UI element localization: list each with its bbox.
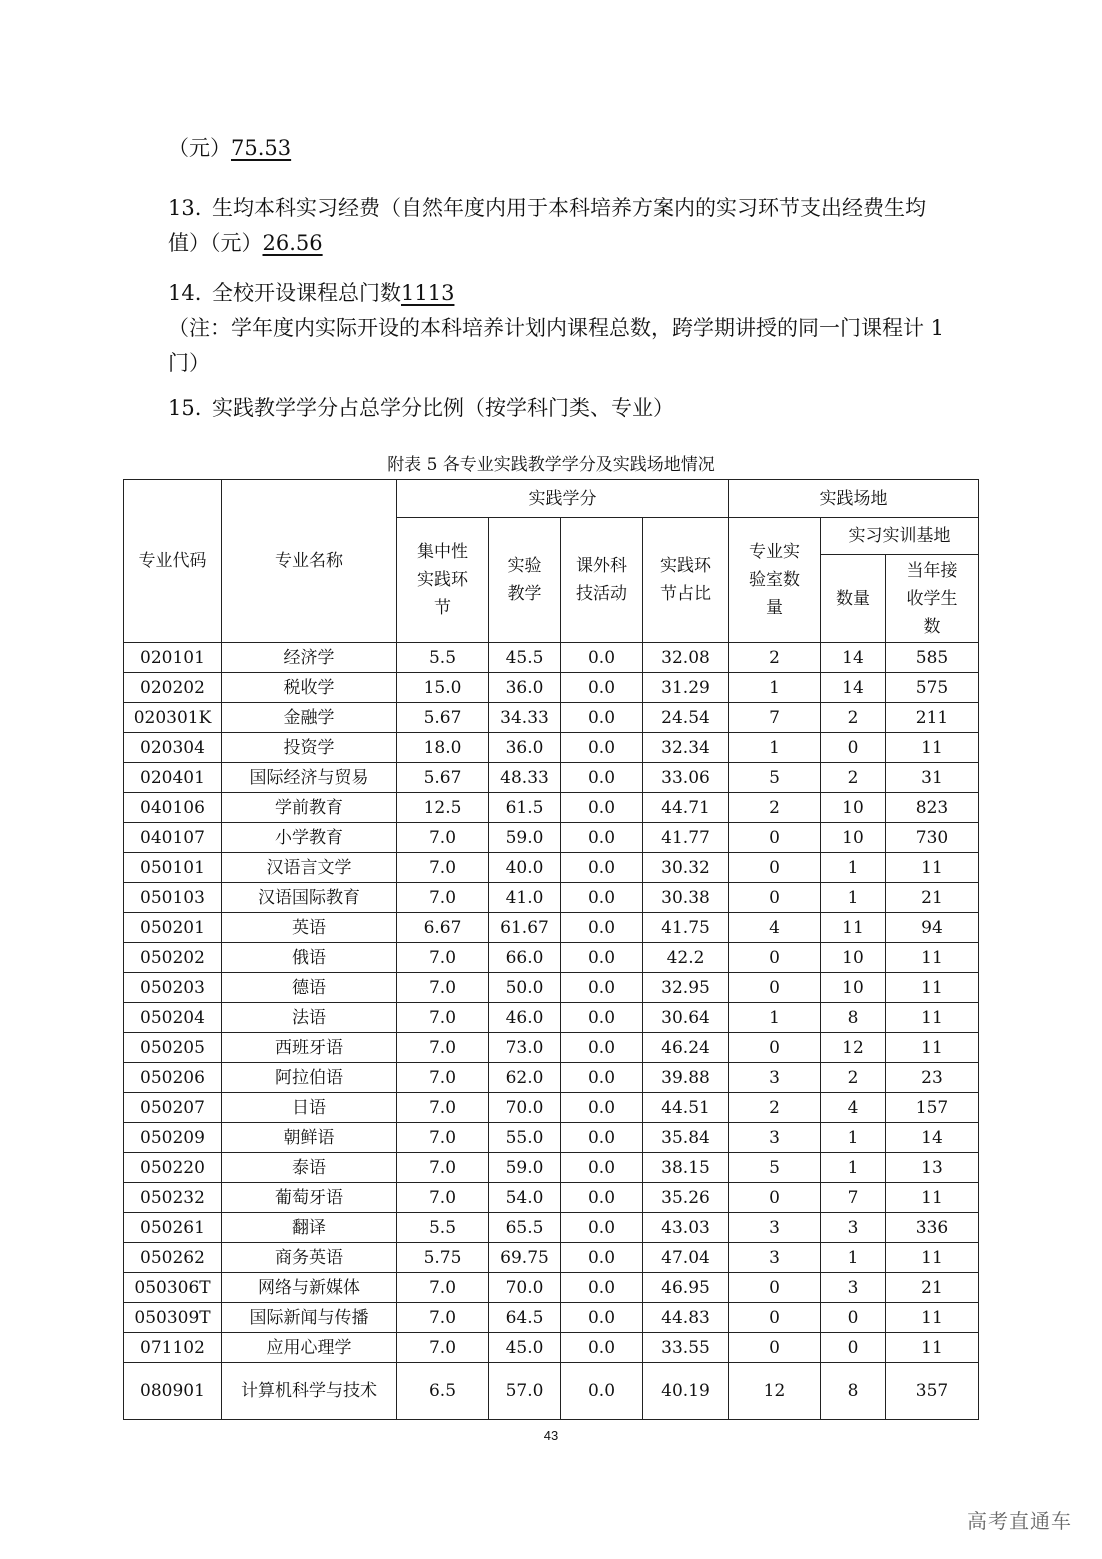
cell-concentrated: 7.0 — [397, 1153, 489, 1183]
cell-name: 小学教育 — [222, 823, 397, 853]
item-13-number: 13. — [168, 196, 202, 220]
cell-base-count: 2 — [821, 763, 886, 793]
cell-code: 050261 — [124, 1213, 222, 1243]
item-14-value: 1113 — [401, 281, 455, 305]
cell-experiment: 70.0 — [489, 1093, 561, 1123]
cell-ratio: 41.77 — [643, 823, 729, 853]
cell-experiment: 64.5 — [489, 1303, 561, 1333]
cell-base-count: 8 — [821, 1363, 886, 1420]
cell-ratio: 24.54 — [643, 703, 729, 733]
header-ratio-text: 实践环节占比 — [660, 556, 711, 604]
cell-ratio: 41.75 — [643, 913, 729, 943]
cell-labs: 0 — [729, 1033, 821, 1063]
cell-name: 投资学 — [222, 733, 397, 763]
cell-base-count: 10 — [821, 943, 886, 973]
cell-labs: 2 — [729, 793, 821, 823]
cell-students: 575 — [886, 673, 979, 703]
cell-concentrated: 7.0 — [397, 1063, 489, 1093]
cell-base-count: 14 — [821, 673, 886, 703]
cell-code: 020401 — [124, 763, 222, 793]
table-row — [124, 1333, 979, 1363]
cell-ratio: 30.64 — [643, 1003, 729, 1033]
header-labs — [729, 518, 821, 643]
cell-concentrated: 7.0 — [397, 1303, 489, 1333]
cell-extracurricular: 0.0 — [561, 1183, 643, 1213]
table-row — [124, 973, 979, 1003]
cell-ratio: 44.71 — [643, 793, 729, 823]
cell-base-count: 10 — [821, 823, 886, 853]
cell-ratio: 40.19 — [643, 1363, 729, 1420]
cell-code: 050232 — [124, 1183, 222, 1213]
cell-code: 050205 — [124, 1033, 222, 1063]
cell-code: 050207 — [124, 1093, 222, 1123]
cell-experiment: 54.0 — [489, 1183, 561, 1213]
header-concentrated — [397, 518, 489, 643]
cell-students: 585 — [886, 643, 979, 673]
cell-experiment: 61.67 — [489, 913, 561, 943]
table-row — [124, 1123, 979, 1153]
cell-students: 21 — [886, 883, 979, 913]
cell-extracurricular: 0.0 — [561, 1033, 643, 1063]
cell-concentrated: 6.67 — [397, 913, 489, 943]
cell-concentrated: 7.0 — [397, 1033, 489, 1063]
cell-name: 国际经济与贸易 — [222, 763, 397, 793]
item-14-note: （注：学年度内实际开设的本科培养计划内课程总数，跨学期讲授的同一门课程计 1 门） — [168, 316, 945, 375]
cell-name: 国际新闻与传播 — [222, 1303, 397, 1333]
table-row — [124, 643, 979, 673]
header-base-count: 数量 — [821, 555, 886, 643]
cell-ratio: 46.24 — [643, 1033, 729, 1063]
cell-extracurricular: 0.0 — [561, 1363, 643, 1420]
cell-base-count: 10 — [821, 973, 886, 1003]
cell-extracurricular: 0.0 — [561, 853, 643, 883]
cell-concentrated: 7.0 — [397, 853, 489, 883]
cell-code: 050203 — [124, 973, 222, 1003]
cell-code: 040107 — [124, 823, 222, 853]
page-number: 43 — [543, 1428, 559, 1443]
cell-code: 020202 — [124, 673, 222, 703]
cell-labs: 1 — [729, 733, 821, 763]
cell-base-count: 1 — [821, 1123, 886, 1153]
cell-name: 俄语 — [222, 943, 397, 973]
cell-students: 11 — [886, 1033, 979, 1063]
cell-name: 经济学 — [222, 643, 397, 673]
header-extracurricular-text: 课外科技活动 — [576, 556, 627, 604]
table-row — [124, 943, 979, 973]
cell-extracurricular: 0.0 — [561, 673, 643, 703]
item-15-number: 15. — [168, 396, 202, 420]
cell-students: 11 — [886, 1183, 979, 1213]
cell-ratio: 32.34 — [643, 733, 729, 763]
cell-name: 法语 — [222, 1003, 397, 1033]
cell-code: 040106 — [124, 793, 222, 823]
cell-ratio: 44.51 — [643, 1093, 729, 1123]
cell-experiment: 66.0 — [489, 943, 561, 973]
cell-experiment: 69.75 — [489, 1243, 561, 1273]
cell-students: 11 — [886, 1303, 979, 1333]
cell-labs: 3 — [729, 1123, 821, 1153]
cell-students: 21 — [886, 1273, 979, 1303]
cell-experiment: 50.0 — [489, 973, 561, 1003]
table-row — [124, 1273, 979, 1303]
cell-name: 网络与新媒体 — [222, 1273, 397, 1303]
cell-extracurricular: 0.0 — [561, 1213, 643, 1243]
cell-students: 14 — [886, 1123, 979, 1153]
cell-base-count: 1 — [821, 883, 886, 913]
cell-extracurricular: 0.0 — [561, 913, 643, 943]
cell-experiment: 55.0 — [489, 1123, 561, 1153]
cell-ratio: 30.38 — [643, 883, 729, 913]
cell-name: 阿拉伯语 — [222, 1063, 397, 1093]
cell-extracurricular: 0.0 — [561, 883, 643, 913]
cell-students: 23 — [886, 1063, 979, 1093]
cell-labs: 2 — [729, 1093, 821, 1123]
cell-code: 050201 — [124, 913, 222, 943]
cell-concentrated: 7.0 — [397, 1333, 489, 1363]
item-14-text: 全校开设课程总门数 — [212, 281, 401, 305]
cell-ratio: 39.88 — [643, 1063, 729, 1093]
cell-concentrated: 7.0 — [397, 1123, 489, 1153]
cell-name: 泰语 — [222, 1153, 397, 1183]
cell-name: 金融学 — [222, 703, 397, 733]
cell-experiment: 46.0 — [489, 1003, 561, 1033]
cell-experiment: 36.0 — [489, 673, 561, 703]
cell-labs: 0 — [729, 823, 821, 853]
cell-experiment: 36.0 — [489, 733, 561, 763]
cell-extracurricular: 0.0 — [561, 973, 643, 1003]
cell-labs: 12 — [729, 1363, 821, 1420]
cell-base-count: 7 — [821, 1183, 886, 1213]
cell-ratio: 44.83 — [643, 1303, 729, 1333]
cell-students: 11 — [886, 1243, 979, 1273]
cell-labs: 4 — [729, 913, 821, 943]
cell-experiment: 62.0 — [489, 1063, 561, 1093]
cell-extracurricular: 0.0 — [561, 823, 643, 853]
header-concentrated-text: 集中性实践环节 — [417, 542, 468, 618]
item-13-text: 生均本科实习经费（自然年度内用于本科培养方案内的实习环节支出经费生均值）（元） — [168, 196, 926, 255]
table-row — [124, 673, 979, 703]
item-13-value: 26.56 — [262, 231, 323, 255]
cell-base-count: 2 — [821, 703, 886, 733]
cell-labs: 5 — [729, 1153, 821, 1183]
cell-labs: 5 — [729, 763, 821, 793]
header-students — [886, 555, 979, 643]
cell-code: 020301K — [124, 703, 222, 733]
cell-name: 日语 — [222, 1093, 397, 1123]
cell-code: 080901 — [124, 1363, 222, 1420]
cell-students: 730 — [886, 823, 979, 853]
cell-experiment: 59.0 — [489, 823, 561, 853]
cell-experiment: 59.0 — [489, 1153, 561, 1183]
cell-ratio: 43.03 — [643, 1213, 729, 1243]
cell-concentrated: 18.0 — [397, 733, 489, 763]
cell-base-count: 0 — [821, 1333, 886, 1363]
cell-ratio: 32.08 — [643, 643, 729, 673]
cell-ratio: 47.04 — [643, 1243, 729, 1273]
cell-concentrated: 7.0 — [397, 1003, 489, 1033]
cell-name: 西班牙语 — [222, 1033, 397, 1063]
cell-ratio: 31.29 — [643, 673, 729, 703]
cell-extracurricular: 0.0 — [561, 733, 643, 763]
watermark: 高考直通车 — [967, 1509, 1072, 1533]
cell-students: 11 — [886, 1003, 979, 1033]
cell-labs: 7 — [729, 703, 821, 733]
cell-base-count: 12 — [821, 1033, 886, 1063]
table-row — [124, 1213, 979, 1243]
table-row — [124, 823, 979, 853]
cell-labs: 0 — [729, 853, 821, 883]
cell-students: 823 — [886, 793, 979, 823]
cell-base-count: 3 — [821, 1273, 886, 1303]
table-row — [124, 1003, 979, 1033]
cell-extracurricular: 0.0 — [561, 1333, 643, 1363]
cell-name: 汉语言文学 — [222, 853, 397, 883]
cell-code: 050209 — [124, 1123, 222, 1153]
cell-experiment: 45.0 — [489, 1333, 561, 1363]
cell-ratio: 35.26 — [643, 1183, 729, 1213]
cell-concentrated: 7.0 — [397, 1183, 489, 1213]
cell-ratio: 35.84 — [643, 1123, 729, 1153]
table-row — [124, 1033, 979, 1063]
table-row — [124, 1063, 979, 1093]
table-row — [124, 703, 979, 733]
cell-experiment: 40.0 — [489, 853, 561, 883]
cell-code: 020304 — [124, 733, 222, 763]
cell-concentrated: 12.5 — [397, 793, 489, 823]
cell-concentrated: 15.0 — [397, 673, 489, 703]
cell-code: 050202 — [124, 943, 222, 973]
table-row — [124, 1093, 979, 1123]
cell-labs: 0 — [729, 1333, 821, 1363]
cell-name: 学前教育 — [222, 793, 397, 823]
cell-name: 商务英语 — [222, 1243, 397, 1273]
cell-code: 050206 — [124, 1063, 222, 1093]
cell-labs: 0 — [729, 1273, 821, 1303]
cell-students: 94 — [886, 913, 979, 943]
cell-labs: 0 — [729, 943, 821, 973]
cell-concentrated: 7.0 — [397, 1093, 489, 1123]
top-line-prefix: （元） — [168, 136, 231, 160]
header-labs-text: 专业实验室数量 — [749, 542, 800, 618]
cell-extracurricular: 0.0 — [561, 1153, 643, 1183]
cell-code: 050220 — [124, 1153, 222, 1183]
cell-labs: 1 — [729, 1003, 821, 1033]
cell-name: 朝鲜语 — [222, 1123, 397, 1153]
cell-students: 336 — [886, 1213, 979, 1243]
table-row — [124, 913, 979, 943]
header-sites-group: 实践场地 — [729, 480, 979, 518]
cell-extracurricular: 0.0 — [561, 793, 643, 823]
cell-concentrated: 5.67 — [397, 763, 489, 793]
cell-labs: 0 — [729, 1183, 821, 1213]
item-14-number: 14. — [168, 281, 202, 305]
header-code: 专业代码 — [124, 480, 222, 643]
table-row — [124, 1303, 979, 1333]
cell-concentrated: 7.0 — [397, 943, 489, 973]
cell-experiment: 41.0 — [489, 883, 561, 913]
cell-students: 11 — [886, 1333, 979, 1363]
table-row — [124, 883, 979, 913]
cell-labs: 2 — [729, 643, 821, 673]
cell-extracurricular: 0.0 — [561, 1123, 643, 1153]
item-14 — [168, 276, 948, 381]
cell-labs: 0 — [729, 1303, 821, 1333]
cell-labs: 3 — [729, 1243, 821, 1273]
header-bases-group: 实习实训基地 — [821, 518, 979, 555]
cell-concentrated: 5.75 — [397, 1243, 489, 1273]
header-credits-group: 实践学分 — [397, 480, 729, 518]
cell-code: 050309T — [124, 1303, 222, 1333]
cell-concentrated: 5.67 — [397, 703, 489, 733]
cell-extracurricular: 0.0 — [561, 1063, 643, 1093]
header-students-text: 当年接收学生数 — [906, 560, 958, 637]
cell-experiment: 48.33 — [489, 763, 561, 793]
cell-extracurricular: 0.0 — [561, 943, 643, 973]
cell-ratio: 32.95 — [643, 973, 729, 1003]
cell-students: 11 — [886, 733, 979, 763]
cell-base-count: 0 — [821, 1303, 886, 1333]
cell-experiment: 57.0 — [489, 1363, 561, 1420]
cell-base-count: 8 — [821, 1003, 886, 1033]
cell-ratio: 42.2 — [643, 943, 729, 973]
item-15-text: 实践教学学分占总学分比例（按学科门类、专业） — [212, 396, 674, 420]
cell-students: 13 — [886, 1153, 979, 1183]
cell-ratio: 30.32 — [643, 853, 729, 883]
cell-base-count: 1 — [821, 1243, 886, 1273]
cell-labs: 0 — [729, 973, 821, 1003]
cell-concentrated: 7.0 — [397, 823, 489, 853]
cell-extracurricular: 0.0 — [561, 1003, 643, 1033]
table-row — [124, 733, 979, 763]
table-row — [124, 1153, 979, 1183]
header-extracurricular — [561, 518, 643, 643]
cell-students: 211 — [886, 703, 979, 733]
cell-labs: 3 — [729, 1213, 821, 1243]
cell-labs: 1 — [729, 673, 821, 703]
cell-code: 050262 — [124, 1243, 222, 1273]
cell-base-count: 3 — [821, 1213, 886, 1243]
cell-students: 11 — [886, 973, 979, 1003]
cell-concentrated: 5.5 — [397, 1213, 489, 1243]
top-line-value: 75.53 — [231, 136, 292, 160]
cell-concentrated: 6.5 — [397, 1363, 489, 1420]
cell-ratio: 38.15 — [643, 1153, 729, 1183]
cell-extracurricular: 0.0 — [561, 643, 643, 673]
cell-name: 汉语国际教育 — [222, 883, 397, 913]
cell-base-count: 0 — [821, 733, 886, 763]
cell-experiment: 45.5 — [489, 643, 561, 673]
cell-ratio: 33.06 — [643, 763, 729, 793]
cell-concentrated: 7.0 — [397, 1273, 489, 1303]
cell-labs: 3 — [729, 1063, 821, 1093]
cell-name: 计算机科学与技术 — [222, 1363, 397, 1420]
cell-base-count: 4 — [821, 1093, 886, 1123]
cell-base-count: 10 — [821, 793, 886, 823]
item-15 — [168, 391, 948, 426]
table-row — [124, 793, 979, 823]
cell-ratio: 33.55 — [643, 1333, 729, 1363]
cell-extracurricular: 0.0 — [561, 703, 643, 733]
table-row — [124, 1243, 979, 1273]
cell-experiment: 34.33 — [489, 703, 561, 733]
cell-base-count: 2 — [821, 1063, 886, 1093]
cell-extracurricular: 0.0 — [561, 1273, 643, 1303]
cell-concentrated: 7.0 — [397, 973, 489, 1003]
cell-code: 050306T — [124, 1273, 222, 1303]
cell-code: 020101 — [124, 643, 222, 673]
cell-extracurricular: 0.0 — [561, 1303, 643, 1333]
cell-students: 31 — [886, 763, 979, 793]
header-name: 专业名称 — [222, 480, 397, 643]
item-13 — [168, 191, 948, 261]
cell-code: 050204 — [124, 1003, 222, 1033]
cell-concentrated: 5.5 — [397, 643, 489, 673]
cell-code: 050103 — [124, 883, 222, 913]
cell-extracurricular: 0.0 — [561, 763, 643, 793]
header-ratio — [643, 518, 729, 643]
table-row — [124, 763, 979, 793]
cell-extracurricular: 0.0 — [561, 1243, 643, 1273]
cell-code: 071102 — [124, 1333, 222, 1363]
cell-extracurricular: 0.0 — [561, 1093, 643, 1123]
cell-experiment: 70.0 — [489, 1273, 561, 1303]
cell-experiment: 73.0 — [489, 1033, 561, 1063]
cell-base-count: 1 — [821, 1153, 886, 1183]
cell-concentrated: 7.0 — [397, 883, 489, 913]
cell-students: 11 — [886, 943, 979, 973]
cell-labs: 0 — [729, 883, 821, 913]
cell-name: 英语 — [222, 913, 397, 943]
cell-experiment: 65.5 — [489, 1213, 561, 1243]
table-row — [124, 1183, 979, 1213]
cell-name: 翻译 — [222, 1213, 397, 1243]
cell-name: 德语 — [222, 973, 397, 1003]
top-line — [168, 131, 948, 166]
cell-ratio: 46.95 — [643, 1273, 729, 1303]
cell-students: 157 — [886, 1093, 979, 1123]
practice-table — [123, 479, 979, 1420]
cell-students: 11 — [886, 853, 979, 883]
cell-name: 应用心理学 — [222, 1333, 397, 1363]
cell-base-count: 14 — [821, 643, 886, 673]
cell-base-count: 1 — [821, 853, 886, 883]
cell-code: 050101 — [124, 853, 222, 883]
header-experiment — [489, 518, 561, 643]
header-experiment-text: 实验教学 — [507, 556, 542, 604]
cell-name: 葡萄牙语 — [222, 1183, 397, 1213]
table-caption: 附表 5 各专业实践教学学分及实践场地情况 — [387, 455, 715, 475]
table-body — [124, 643, 979, 1420]
cell-base-count: 11 — [821, 913, 886, 943]
table-row — [124, 853, 979, 883]
cell-experiment: 61.5 — [489, 793, 561, 823]
cell-name: 税收学 — [222, 673, 397, 703]
table-row — [124, 1363, 979, 1420]
cell-students: 357 — [886, 1363, 979, 1420]
